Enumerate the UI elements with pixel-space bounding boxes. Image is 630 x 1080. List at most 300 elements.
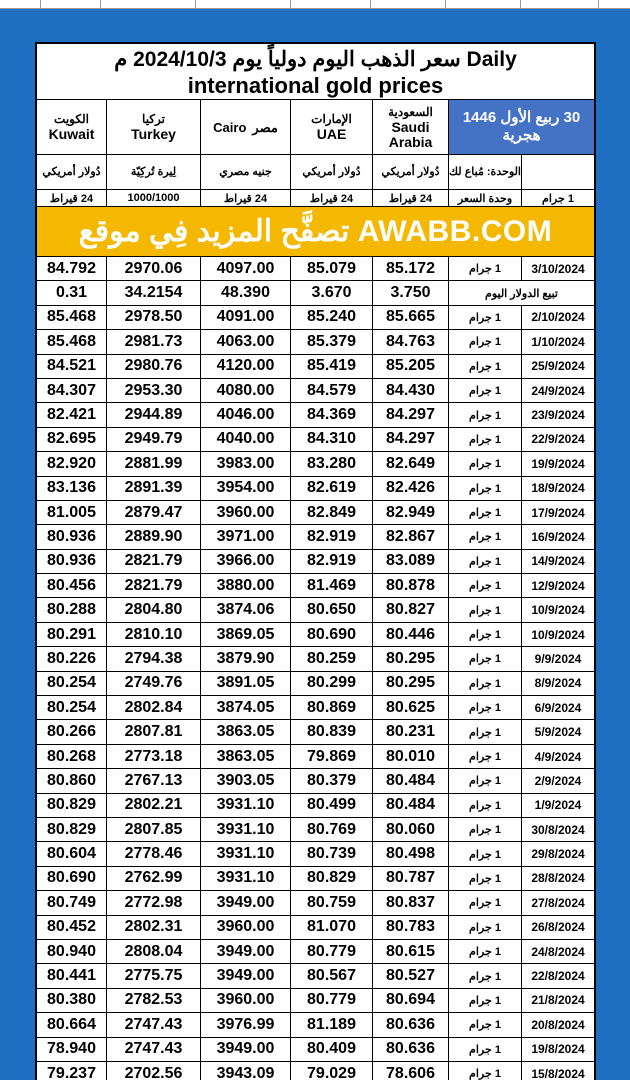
row-unit: 1 جرام (448, 940, 521, 963)
row-date: 27/8/2024 (521, 891, 594, 914)
table-row (37, 940, 594, 964)
table-row (37, 1013, 594, 1037)
header-uae (290, 100, 372, 154)
price-kuwait: 80.254 (47, 698, 96, 716)
usd-rate-uae: 3.670 (290, 281, 372, 304)
row-date: 19/8/2024 (521, 1038, 594, 1061)
price-turkey: 2782.53 (106, 989, 200, 1012)
price-saudi: 80.783 (372, 916, 448, 939)
row-date: 18/9/2024 (521, 477, 594, 500)
kuwait-ar-label: الكويت (54, 112, 89, 126)
table-row (37, 720, 594, 744)
unit-egypt: جنيه مصري (200, 155, 290, 189)
header-kuwait (37, 100, 106, 154)
price-turkey: 2767.13 (106, 769, 200, 792)
currency-unit-row (37, 155, 594, 190)
table-row (37, 574, 594, 598)
price-kuwait: 80.268 (47, 747, 96, 765)
price-egypt: 3949.00 (200, 940, 290, 963)
unit-uae: دُولار أمريكي (290, 155, 372, 189)
price-saudi: 80.484 (372, 794, 448, 817)
price-egypt: 3903.05 (200, 769, 290, 792)
turkey-ar-label: تركيا (142, 112, 165, 126)
table-row (37, 550, 594, 574)
price-uae: 80.409 (290, 1038, 372, 1061)
price-saudi: 78.606 (372, 1062, 448, 1080)
row-date: 15/8/2024 (521, 1062, 594, 1080)
table-row (37, 355, 594, 379)
price-kuwait: 80.604 (47, 845, 96, 863)
price-saudi: 85.172 (372, 257, 448, 280)
strip-divider (195, 0, 196, 8)
price-saudi: 80.498 (372, 842, 448, 865)
price-turkey: 2794.38 (106, 647, 200, 670)
unit-turkey: لِيرة تُركِيّة (106, 155, 200, 189)
row-date: 10/9/2024 (521, 623, 594, 646)
row-date: 14/9/2024 (521, 550, 594, 573)
price-turkey: 2881.99 (106, 452, 200, 475)
price-uae: 84.310 (290, 428, 372, 451)
row-unit: 1 جرام (448, 525, 521, 548)
price-kuwait: 80.664 (47, 1015, 96, 1033)
row-date: 8/9/2024 (521, 672, 594, 695)
price-egypt: 4120.00 (200, 355, 290, 378)
usd-rate-row (37, 281, 594, 305)
price-uae: 85.379 (290, 330, 372, 353)
usd-rate-egypt: 48.390 (200, 281, 290, 304)
table-row (37, 745, 594, 769)
price-saudi: 80.787 (372, 867, 448, 890)
usd-rate-note: تبيع الدولار اليوم (448, 281, 594, 304)
row-date: 12/9/2024 (521, 574, 594, 597)
strip-divider (100, 0, 101, 8)
row-unit: 1 جرام (448, 745, 521, 768)
price-kuwait: 80.860 (47, 771, 96, 789)
price-egypt: 3931.10 (200, 842, 290, 865)
price-turkey: 2775.75 (106, 964, 200, 987)
table-row (37, 257, 594, 281)
promo-banner-text[interactable]: تصفَّح المزيد فِي موقع AWABB.COM (78, 215, 553, 248)
price-turkey: 2808.04 (106, 940, 200, 963)
price-turkey: 2747.43 (106, 1038, 200, 1061)
table-row (37, 428, 594, 452)
promo-banner[interactable] (37, 207, 594, 257)
strip-divider (290, 0, 291, 8)
uae-en-label: UAE (316, 126, 347, 142)
price-saudi: 80.527 (372, 964, 448, 987)
hijri-date-cell (448, 100, 594, 154)
row-date: 25/9/2024 (521, 355, 594, 378)
price-egypt: 3863.05 (200, 745, 290, 768)
gold-price-sheet (35, 42, 596, 1080)
price-uae: 80.299 (290, 672, 372, 695)
row-unit: 1 جرام (448, 672, 521, 695)
karat-price-unit: وحدة السعر (448, 190, 521, 206)
price-saudi: 84.763 (372, 330, 448, 353)
price-kuwait: 80.456 (47, 576, 96, 594)
price-turkey: 2970.06 (106, 257, 200, 280)
price-egypt: 3960.00 (200, 501, 290, 524)
price-egypt: 3891.05 (200, 672, 290, 695)
price-kuwait: 80.936 (47, 552, 96, 570)
row-unit: 1 جرام (448, 477, 521, 500)
price-turkey: 2802.21 (106, 794, 200, 817)
table-row (37, 769, 594, 793)
price-saudi: 85.665 (372, 306, 448, 329)
price-egypt: 4040.00 (200, 428, 290, 451)
price-uae: 79.869 (290, 745, 372, 768)
price-egypt: 3960.00 (200, 989, 290, 1012)
price-kuwait: 80.380 (47, 991, 96, 1009)
row-unit: 1 جرام (448, 867, 521, 890)
price-uae: 82.919 (290, 525, 372, 548)
row-date: 20/8/2024 (521, 1013, 594, 1036)
price-turkey: 2762.99 (106, 867, 200, 890)
price-saudi: 80.636 (372, 1038, 448, 1061)
price-egypt: 3931.10 (200, 794, 290, 817)
price-saudi: 80.484 (372, 769, 448, 792)
price-kuwait: 78.940 (47, 1040, 96, 1058)
price-uae: 80.779 (290, 989, 372, 1012)
table-row (37, 794, 594, 818)
price-kuwait: 80.936 (47, 527, 96, 545)
price-turkey: 2772.98 (106, 891, 200, 914)
table-row (37, 842, 594, 866)
table-row (37, 1062, 594, 1080)
title-line-1: سعر الذهب اليوم دولياً يوم 2024/10/3 م Daily (114, 48, 517, 71)
price-turkey: 2821.79 (106, 550, 200, 573)
karat-row (37, 190, 594, 207)
table-row (37, 501, 594, 525)
row-date: 1/10/2024 (521, 330, 594, 353)
price-kuwait: 80.452 (47, 918, 96, 936)
price-egypt: 4063.00 (200, 330, 290, 353)
row-unit: 1 جرام (448, 501, 521, 524)
price-turkey: 2807.85 (106, 818, 200, 841)
karat-egypt: 24 قيراط (200, 190, 290, 206)
price-egypt: 3880.00 (200, 574, 290, 597)
price-turkey: 2980.76 (106, 355, 200, 378)
row-date: 2/9/2024 (521, 769, 594, 792)
price-uae: 80.567 (290, 964, 372, 987)
price-saudi: 80.837 (372, 891, 448, 914)
unit-saudi: دُولار أمريكي (372, 155, 448, 189)
strip-divider (40, 0, 41, 8)
karat-uae: 24 قيراط (290, 190, 372, 206)
price-uae: 82.919 (290, 550, 372, 573)
row-unit: 1 جرام (448, 598, 521, 621)
price-uae: 80.379 (290, 769, 372, 792)
price-saudi: 84.430 (372, 379, 448, 402)
price-kuwait: 80.829 (47, 820, 96, 838)
price-egypt: 3949.00 (200, 964, 290, 987)
row-unit: 1 جرام (448, 403, 521, 426)
row-unit: 1 جرام (448, 306, 521, 329)
price-turkey: 2747.43 (106, 1013, 200, 1036)
price-saudi: 80.231 (372, 720, 448, 743)
price-egypt: 4097.00 (200, 257, 290, 280)
kuwait-en-label: Kuwait (48, 126, 95, 142)
table-row (37, 525, 594, 549)
table-row (37, 379, 594, 403)
row-unit: 1 جرام (448, 257, 521, 280)
karat-kuwait: 24 قيراط (49, 192, 94, 205)
row-date: 16/9/2024 (521, 525, 594, 548)
row-unit: 1 جرام (448, 696, 521, 719)
price-egypt: 3954.00 (200, 477, 290, 500)
price-turkey: 2981.73 (106, 330, 200, 353)
price-kuwait: 84.307 (47, 381, 96, 399)
hijri-date: 30 ربيع الأول 1446 هجرية (462, 109, 581, 144)
price-egypt: 3931.10 (200, 867, 290, 890)
price-turkey: 2810.10 (106, 623, 200, 646)
table-row (37, 696, 594, 720)
price-uae: 85.240 (290, 306, 372, 329)
row-unit: 1 جرام (448, 550, 521, 573)
table-row (37, 403, 594, 427)
uae-ar-label: الإمارات (311, 112, 352, 126)
strip-divider (370, 0, 371, 8)
price-egypt: 3949.00 (200, 1038, 290, 1061)
cairo-ar-label: مصر (252, 119, 278, 135)
karat-turkey: 1000/1000 (106, 190, 200, 206)
table-row (37, 964, 594, 988)
price-kuwait: 80.441 (47, 967, 96, 985)
unit-empty-cell (521, 155, 594, 189)
row-unit: 1 جرام (448, 1062, 521, 1080)
table-row (37, 1038, 594, 1062)
header-saudi (372, 100, 448, 154)
price-egypt: 4080.00 (200, 379, 290, 402)
price-kuwait: 80.291 (47, 625, 96, 643)
price-egypt: 4046.00 (200, 403, 290, 426)
row-unit: 1 جرام (448, 818, 521, 841)
price-turkey: 2804.80 (106, 598, 200, 621)
price-egypt: 3971.00 (200, 525, 290, 548)
price-kuwait: 80.690 (47, 869, 96, 887)
saudi-en-label-2: Arabia (388, 133, 433, 150)
price-uae: 81.070 (290, 916, 372, 939)
price-uae: 84.369 (290, 403, 372, 426)
row-unit: 1 جرام (448, 769, 521, 792)
price-uae: 80.829 (290, 867, 372, 890)
price-table-body (37, 257, 594, 1080)
row-date: 9/9/2024 (521, 647, 594, 670)
table-row (37, 989, 594, 1013)
price-saudi: 83.089 (372, 550, 448, 573)
row-date: 2/10/2024 (521, 306, 594, 329)
price-turkey: 2807.81 (106, 720, 200, 743)
table-row (37, 916, 594, 940)
header-turkey (106, 100, 200, 154)
row-date: 24/9/2024 (521, 379, 594, 402)
row-date: 26/8/2024 (521, 916, 594, 939)
price-uae: 80.259 (290, 647, 372, 670)
strip-divider (598, 0, 599, 8)
row-unit: 1 جرام (448, 989, 521, 1012)
row-unit: 1 جرام (448, 964, 521, 987)
price-turkey: 2778.46 (106, 842, 200, 865)
price-turkey: 2802.84 (106, 696, 200, 719)
row-date: 4/9/2024 (521, 745, 594, 768)
row-unit: 1 جرام (448, 355, 521, 378)
price-kuwait: 80.226 (47, 649, 96, 667)
price-saudi: 80.295 (372, 647, 448, 670)
price-saudi: 84.297 (372, 403, 448, 426)
row-unit: 1 جرام (448, 720, 521, 743)
price-turkey: 2802.31 (106, 916, 200, 939)
price-egypt: 3879.90 (200, 647, 290, 670)
row-date: 3/10/2024 (521, 257, 594, 280)
table-row (37, 330, 594, 354)
table-row (37, 598, 594, 622)
table-row (37, 891, 594, 915)
usd-rate-saudi: 3.750 (372, 281, 448, 304)
price-kuwait: 81.005 (47, 503, 96, 521)
price-saudi: 80.295 (372, 672, 448, 695)
price-uae: 80.650 (290, 598, 372, 621)
price-turkey: 2944.89 (106, 403, 200, 426)
row-date: 17/9/2024 (521, 501, 594, 524)
price-saudi: 80.636 (372, 1013, 448, 1036)
price-kuwait: 82.695 (47, 430, 96, 448)
row-unit: 1 جرام (448, 842, 521, 865)
row-unit: 1 جرام (448, 428, 521, 451)
row-unit: 1 جرام (448, 379, 521, 402)
price-egypt: 3983.00 (200, 452, 290, 475)
row-date: 21/8/2024 (521, 989, 594, 1012)
table-row (37, 306, 594, 330)
price-saudi: 82.649 (372, 452, 448, 475)
row-date: 6/9/2024 (521, 696, 594, 719)
price-saudi: 82.949 (372, 501, 448, 524)
price-kuwait: 85.468 (47, 308, 96, 326)
row-unit: 1 جرام (448, 794, 521, 817)
price-uae: 80.839 (290, 720, 372, 743)
strip-divider (445, 0, 446, 8)
price-saudi: 84.297 (372, 428, 448, 451)
price-kuwait: 84.521 (47, 357, 96, 375)
price-kuwait: 85.468 (47, 332, 96, 350)
row-date: 30/8/2024 (521, 818, 594, 841)
row-unit: 1 جرام (448, 647, 521, 670)
row-date: 29/8/2024 (521, 842, 594, 865)
table-row (37, 623, 594, 647)
price-kuwait: 82.920 (47, 454, 96, 472)
price-saudi: 80.060 (372, 818, 448, 841)
row-date: 1/9/2024 (521, 794, 594, 817)
price-uae: 79.029 (290, 1062, 372, 1080)
price-egypt: 3869.05 (200, 623, 290, 646)
price-turkey: 2891.39 (106, 477, 200, 500)
price-turkey: 2879.47 (106, 501, 200, 524)
price-egypt: 3943.09 (200, 1062, 290, 1080)
price-kuwait: 80.749 (47, 893, 96, 911)
unit-label: الوحدة: مُباع لك (448, 155, 521, 189)
saudi-en-label: Saudi (391, 118, 430, 135)
price-kuwait: 79.237 (47, 1064, 96, 1080)
title-line-2: international gold prices (187, 73, 444, 98)
price-uae: 80.739 (290, 842, 372, 865)
row-date: 28/8/2024 (521, 867, 594, 890)
price-uae: 81.189 (290, 1013, 372, 1036)
row-date: 19/9/2024 (521, 452, 594, 475)
price-uae: 80.779 (290, 940, 372, 963)
row-date: 23/9/2024 (521, 403, 594, 426)
price-uae: 82.849 (290, 501, 372, 524)
row-date: 22/8/2024 (521, 964, 594, 987)
price-uae: 82.619 (290, 477, 372, 500)
turkey-en-label: Turkey (131, 126, 176, 142)
row-unit: 1 جرام (448, 916, 521, 939)
page-title (37, 44, 594, 100)
price-turkey: 2749.76 (106, 672, 200, 695)
saudi-ar-label: السعودية (388, 104, 433, 119)
price-uae: 80.759 (290, 891, 372, 914)
row-unit: 1 جرام (448, 1013, 521, 1036)
price-kuwait: 80.288 (47, 601, 96, 619)
price-turkey: 2953.30 (106, 379, 200, 402)
price-egypt: 3960.00 (200, 916, 290, 939)
row-date: 24/8/2024 (521, 940, 594, 963)
unit-kuwait: دُولار أمريكي (42, 165, 101, 178)
row-date: 22/9/2024 (521, 428, 594, 451)
price-kuwait: 82.421 (47, 406, 96, 424)
price-kuwait: 80.266 (47, 723, 96, 741)
price-uae: 81.469 (290, 574, 372, 597)
price-kuwait: 84.792 (47, 259, 96, 277)
price-saudi: 82.867 (372, 525, 448, 548)
spreadsheet-top-strip (0, 0, 630, 9)
table-row (37, 452, 594, 476)
table-row (37, 647, 594, 671)
price-saudi: 80.625 (372, 696, 448, 719)
country-header-row (37, 100, 594, 155)
price-egypt: 3949.00 (200, 891, 290, 914)
row-unit: 1 جرام (448, 1038, 521, 1061)
price-saudi: 85.205 (372, 355, 448, 378)
price-saudi: 80.615 (372, 940, 448, 963)
usd-rate-turkey: 34.2154 (106, 281, 200, 304)
price-saudi: 80.446 (372, 623, 448, 646)
price-saudi: 80.694 (372, 989, 448, 1012)
price-turkey: 2978.50 (106, 306, 200, 329)
price-saudi: 80.010 (372, 745, 448, 768)
header-cairo (200, 100, 290, 154)
price-turkey: 2949.79 (106, 428, 200, 451)
price-kuwait: 83.136 (47, 479, 96, 497)
price-saudi: 82.426 (372, 477, 448, 500)
table-row (37, 818, 594, 842)
price-egypt: 4091.00 (200, 306, 290, 329)
price-uae: 80.869 (290, 696, 372, 719)
price-uae: 85.419 (290, 355, 372, 378)
price-uae: 80.690 (290, 623, 372, 646)
price-kuwait: 80.940 (47, 942, 96, 960)
price-egypt: 3863.05 (200, 720, 290, 743)
row-unit: 1 جرام (448, 452, 521, 475)
karat-saudi: 24 قيراط (372, 190, 448, 206)
strip-divider (520, 0, 521, 8)
price-uae: 80.499 (290, 794, 372, 817)
price-turkey: 2889.90 (106, 525, 200, 548)
row-date: 10/9/2024 (521, 598, 594, 621)
price-turkey: 2773.18 (106, 745, 200, 768)
price-turkey: 2702.56 (106, 1062, 200, 1080)
row-date: 5/9/2024 (521, 720, 594, 743)
table-row (37, 672, 594, 696)
price-uae: 83.280 (290, 452, 372, 475)
